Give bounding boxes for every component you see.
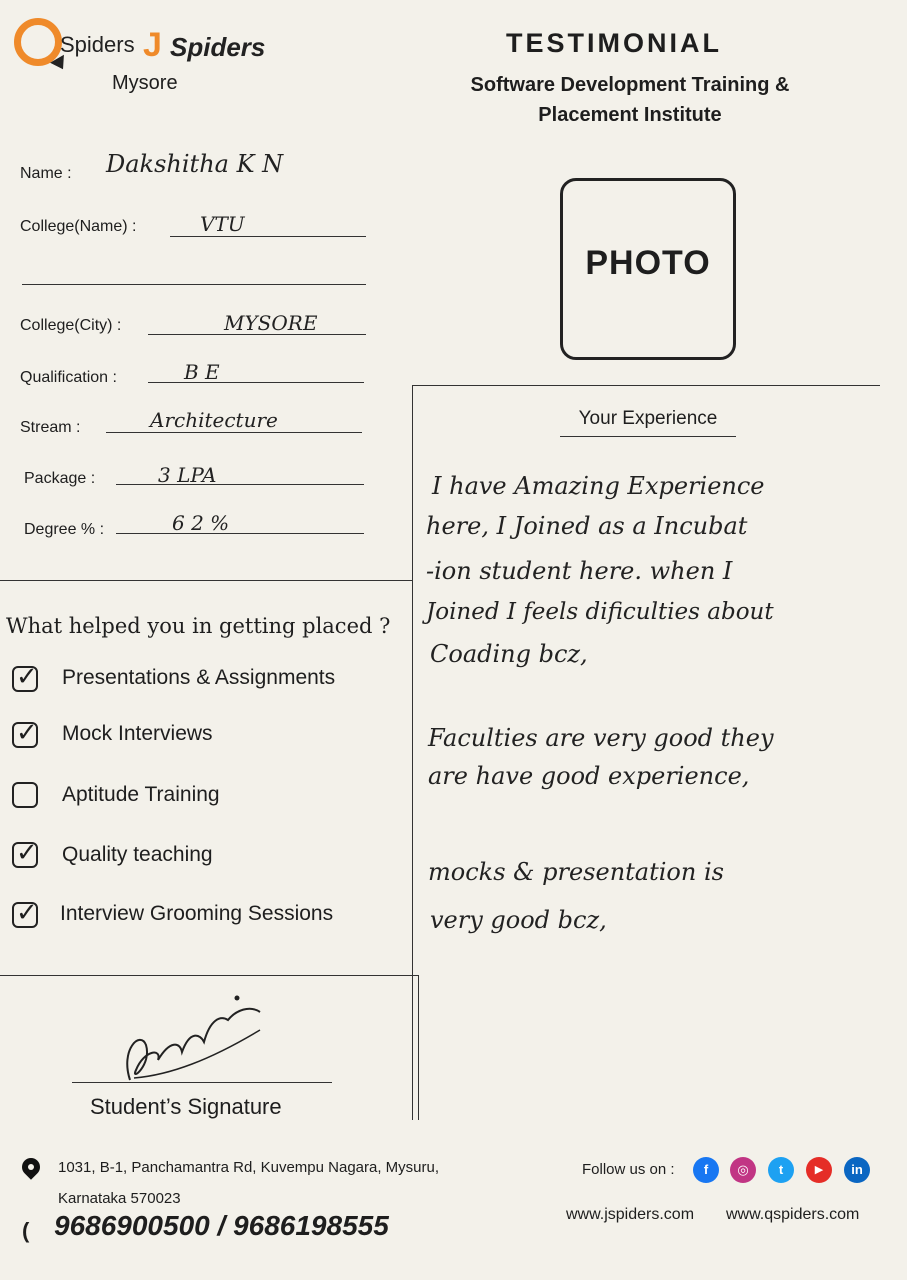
check-mark-icon: ✓: [16, 718, 38, 748]
name-label: Name :: [20, 165, 72, 182]
address-line-1: 1031, B-1, Panchamantra Rd, Kuvempu Nagara, Mysuru,: [58, 1159, 440, 1176]
option-label: Presentations & Assignments: [62, 666, 336, 689]
signature-label: Student’s Signature: [90, 1094, 282, 1119]
phone-numbers: 9686900500 / 9686198555: [54, 1210, 389, 1241]
twitter-icon[interactable]: t: [768, 1157, 794, 1183]
college-name-line: [170, 236, 366, 237]
experience-line: mocks & presentation is: [428, 858, 724, 886]
option-checkbox[interactable]: [12, 782, 38, 808]
qualification-value: B E: [184, 360, 220, 384]
subtitle-line-1: Software Development Training &: [470, 74, 790, 96]
location-pin-dot: [28, 1164, 34, 1170]
stream-line: [106, 432, 362, 433]
phone-icon: (: [22, 1218, 30, 1243]
college-city-label: College(City) :: [20, 317, 122, 334]
degree-line: [116, 533, 364, 534]
options-bottom-rule: [0, 975, 418, 976]
youtube-icon[interactable]: ▶: [806, 1157, 832, 1183]
package-label: Package :: [24, 470, 96, 487]
package-line: [116, 484, 364, 485]
option-label: Interview Grooming Sessions: [60, 902, 334, 925]
student-signature-image: [110, 990, 270, 1090]
subtitle-line-2: Placement Institute: [538, 104, 722, 126]
signature-right-rule: [418, 975, 419, 1120]
address: [58, 1152, 439, 1214]
experience-line: -ion student here. when I: [426, 557, 733, 585]
address-line-2: Karnataka 570023: [58, 1190, 181, 1207]
linkedin-icon[interactable]: in: [844, 1157, 870, 1183]
option-label: Aptitude Training: [62, 783, 220, 806]
experience-line: here, I Joined as a Incubat: [426, 512, 748, 540]
experience-title-underline: [560, 436, 736, 437]
branch-city: Mysore: [112, 72, 178, 94]
qualification-line: [148, 382, 364, 383]
option-label: Mock Interviews: [62, 722, 213, 745]
follow-us-label: Follow us on :: [582, 1161, 675, 1178]
experience-line: very good bcz,: [430, 906, 607, 934]
experience-line: Faculties are very good they: [428, 724, 774, 752]
brand-qspiders: Spiders: [60, 32, 135, 57]
experience-top-rule: [412, 385, 880, 386]
experience-line: are have good experience,: [428, 762, 750, 790]
page-title: TESTIMONIAL: [506, 28, 722, 58]
experience-line: Coading bcz,: [430, 640, 588, 668]
instagram-icon[interactable]: ◎: [730, 1157, 756, 1183]
jspiders-website-link[interactable]: www.jspiders.com: [566, 1206, 695, 1223]
college-name-value: VTU: [200, 212, 245, 236]
college-name-extra-line: [22, 284, 366, 285]
degree-value: 6 2 %: [172, 511, 230, 535]
experience-title: Your Experience: [578, 408, 718, 429]
college-name-label: College(Name) :: [20, 218, 137, 235]
check-mark-icon: ✓: [16, 662, 38, 692]
qspiders-website-link[interactable]: www.qspiders.com: [726, 1206, 860, 1223]
signature-line: [72, 1082, 332, 1083]
degree-label: Degree % :: [24, 521, 105, 538]
package-value: 3 LPA: [158, 463, 217, 487]
brand-jspiders: Spiders: [170, 32, 266, 62]
check-mark-icon: ✓: [16, 898, 38, 928]
college-city-value: MYSORE: [224, 311, 318, 335]
check-mark-icon: ✓: [16, 838, 38, 868]
option-label: Quality teaching: [62, 843, 213, 866]
helped-question: What helped you in getting placed ?: [6, 614, 391, 638]
facebook-icon[interactable]: f: [693, 1157, 719, 1183]
jspiders-logo-mark: J: [143, 26, 162, 64]
qualification-label: Qualification :: [20, 369, 117, 386]
photo-label: PHOTO: [585, 244, 711, 282]
stream-value: Architecture: [150, 408, 278, 432]
page-subtitle: [420, 70, 840, 130]
experience-line: I have Amazing Experience: [432, 472, 765, 500]
stream-label: Stream :: [20, 419, 81, 436]
fields-bottom-rule: [0, 580, 412, 581]
experience-line: Joined I feels dificulties about: [426, 599, 774, 625]
name-value: Dakshitha K N: [106, 150, 284, 178]
center-divider: [412, 385, 413, 1120]
